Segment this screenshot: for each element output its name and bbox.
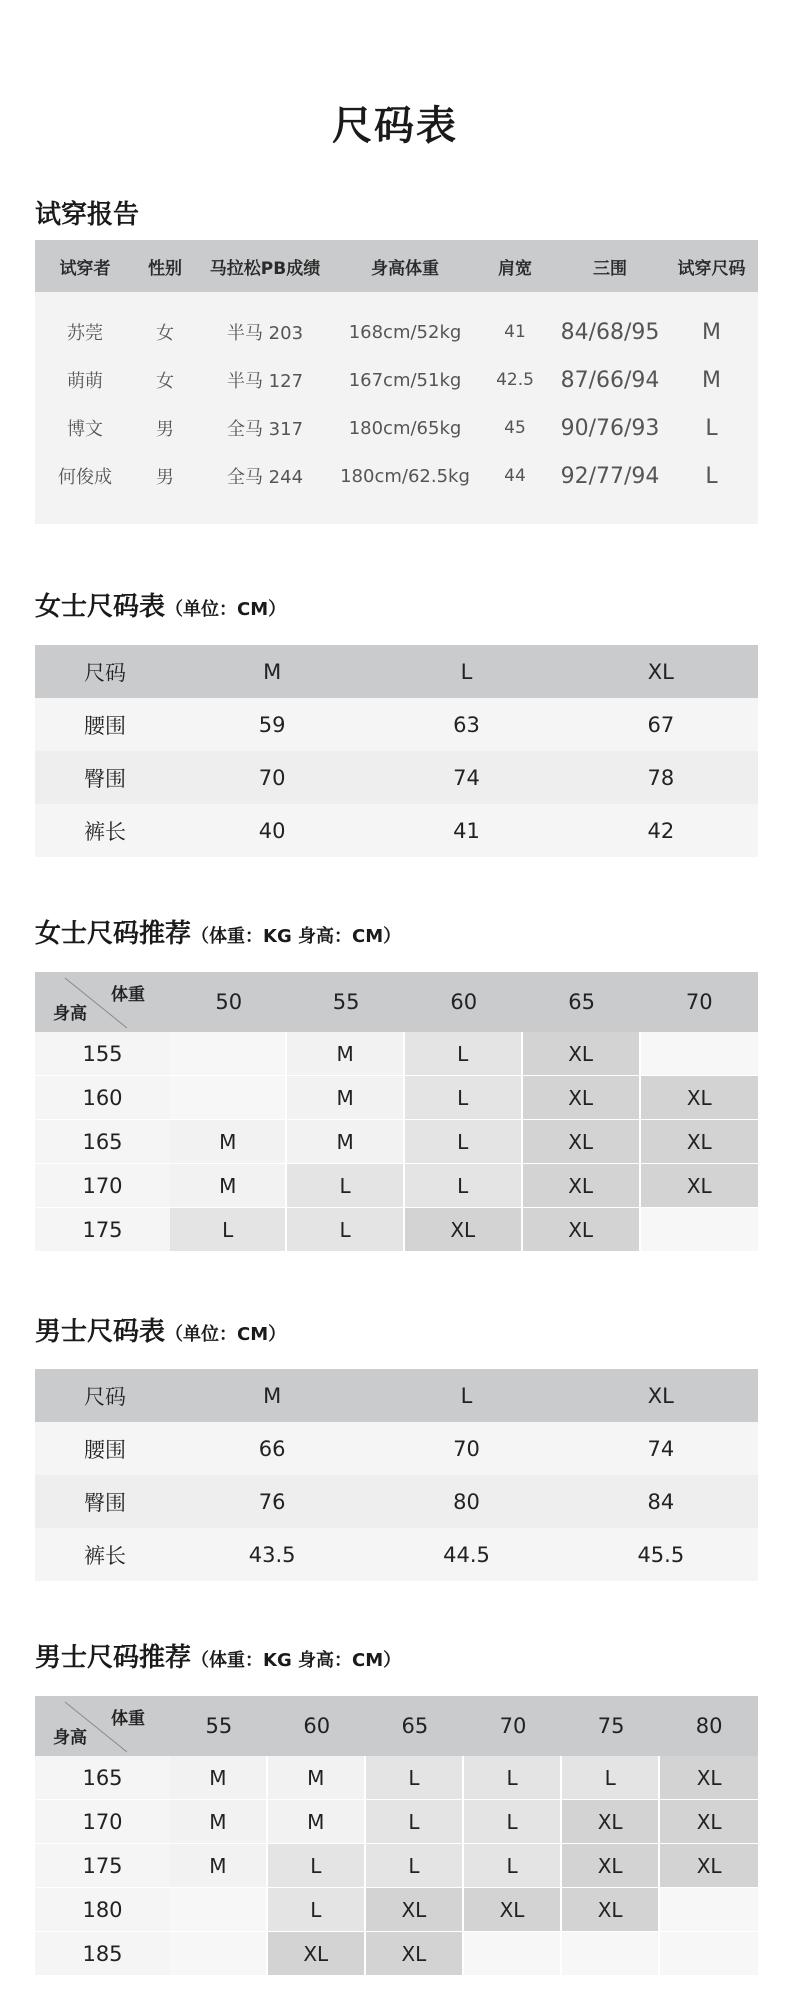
trial-gender: 女 — [135, 292, 195, 356]
size-cell: 43.5 — [175, 1528, 369, 1581]
trial-height-weight: 180cm/65kg — [335, 404, 475, 452]
trial-name: 萌萌 — [35, 356, 135, 404]
size-header-cell: XL — [564, 1369, 758, 1422]
trial-pb: 全马 244 — [195, 452, 335, 524]
weight-header: 55 — [170, 1696, 268, 1756]
women-recommend-table — [35, 972, 758, 1252]
table-row — [35, 1120, 758, 1164]
table-row — [35, 1756, 758, 1800]
trial-header-cell: 肩宽 — [475, 240, 555, 292]
weight-header: 65 — [523, 972, 641, 1032]
weight-header: 55 — [287, 972, 404, 1032]
size-recommend-cell: L — [287, 1164, 404, 1208]
size-recommend-cell: L — [268, 1844, 366, 1888]
trial-header-cell: 试穿者 — [35, 240, 135, 292]
size-recommend-cell: XL — [523, 1032, 641, 1076]
size-recommend-cell: M — [170, 1844, 268, 1888]
size-cell: 84 — [564, 1475, 758, 1528]
size-cell: 74 — [564, 1422, 758, 1475]
trial-shoulder: 44 — [475, 452, 555, 524]
size-recommend-cell — [660, 1932, 758, 1976]
table-row — [35, 1422, 758, 1475]
weight-header: 80 — [660, 1696, 758, 1756]
size-recommend-cell: L — [464, 1756, 562, 1800]
size-recommend-cell: L — [366, 1756, 464, 1800]
women-size-section-title — [35, 586, 286, 623]
weight-header: 70 — [464, 1696, 562, 1756]
table-row — [35, 1528, 758, 1581]
size-recommend-cell: M — [170, 1164, 287, 1208]
trial-gender: 男 — [135, 452, 195, 524]
trial-pb: 半马 203 — [195, 292, 335, 356]
size-recommend-cell: L — [405, 1076, 523, 1120]
trial-pb: 半马 127 — [195, 356, 335, 404]
height-cell: 170 — [35, 1800, 170, 1844]
size-cell: 41 — [369, 804, 563, 857]
men-size-table — [35, 1369, 758, 1581]
trial-measurements: 90/76/93 — [555, 404, 665, 452]
height-cell: 170 — [35, 1164, 170, 1208]
trial-report-table — [35, 240, 758, 524]
size-recommend-cell: M — [287, 1076, 404, 1120]
size-recommend-cell — [562, 1932, 660, 1976]
size-recommend-cell — [170, 1932, 268, 1976]
size-cell: 80 — [369, 1475, 563, 1528]
height-cell: 175 — [35, 1208, 170, 1252]
height-cell: 160 — [35, 1076, 170, 1120]
height-cell: 165 — [35, 1756, 170, 1800]
table-row — [35, 698, 758, 751]
size-recommend-cell: XL — [523, 1164, 641, 1208]
size-header-row — [35, 1369, 758, 1422]
size-header-cell: L — [369, 645, 563, 698]
size-recommend-cell: XL — [268, 1932, 366, 1976]
size-header-cell: L — [369, 1369, 563, 1422]
rec-header-row — [35, 1696, 758, 1756]
rec-corner-cell — [35, 1696, 170, 1756]
size-recommend-cell — [170, 1076, 287, 1120]
trial-name: 苏莞 — [35, 292, 135, 356]
weight-header: 75 — [562, 1696, 660, 1756]
size-recommend-cell — [464, 1932, 562, 1976]
height-cell: 185 — [35, 1932, 170, 1976]
table-row — [35, 1888, 758, 1932]
size-recommend-cell: L — [366, 1844, 464, 1888]
men-rec-section-title — [35, 1637, 401, 1674]
size-recommend-cell: XL — [660, 1800, 758, 1844]
height-label: 身高 — [53, 1004, 87, 1024]
men-rec-unit: （体重：KG 身高：CM） — [191, 1650, 402, 1671]
table-row — [35, 1844, 758, 1888]
men-size-section-title — [35, 1311, 286, 1348]
size-header-cell: XL — [564, 645, 758, 698]
size-cell: 45.5 — [564, 1528, 758, 1581]
size-header-row — [35, 645, 758, 698]
trial-header-row — [35, 240, 758, 292]
size-cell: 59 — [175, 698, 369, 751]
table-row — [35, 1475, 758, 1528]
trial-gender: 女 — [135, 356, 195, 404]
table-row — [35, 404, 758, 452]
table-row — [35, 292, 758, 356]
size-recommend-cell: L — [464, 1844, 562, 1888]
women-rec-title: 女士尺码推荐 — [35, 919, 192, 949]
size-header-cell: M — [175, 1369, 369, 1422]
table-row — [35, 1932, 758, 1976]
trial-size: M — [665, 292, 758, 356]
weight-header: 70 — [641, 972, 758, 1032]
trial-height-weight: 180cm/62.5kg — [335, 452, 475, 524]
size-recommend-cell: L — [287, 1208, 404, 1252]
women-rec-section-title — [35, 913, 401, 950]
size-recommend-cell: XL — [523, 1076, 641, 1120]
women-size-unit: （单位：CM） — [165, 599, 287, 620]
size-recommend-cell — [170, 1888, 268, 1932]
trial-shoulder: 41 — [475, 292, 555, 356]
trial-size: L — [665, 404, 758, 452]
size-recommend-cell: XL — [562, 1844, 660, 1888]
size-recommend-cell: XL — [660, 1756, 758, 1800]
size-recommend-cell: L — [562, 1756, 660, 1800]
size-row-label: 裤长 — [35, 804, 175, 857]
size-recommend-cell — [170, 1032, 287, 1076]
trial-name: 何俊成 — [35, 452, 135, 524]
trial-header-cell: 身高体重 — [335, 240, 475, 292]
size-cell: 70 — [175, 751, 369, 804]
size-recommend-cell: L — [405, 1032, 523, 1076]
size-header-cell: 尺码 — [35, 645, 175, 698]
size-recommend-cell: L — [464, 1800, 562, 1844]
size-row-label: 腰围 — [35, 1422, 175, 1475]
table-row — [35, 1164, 758, 1208]
weight-header: 60 — [268, 1696, 366, 1756]
trial-measurements: 87/66/94 — [555, 356, 665, 404]
size-recommend-cell: XL — [641, 1164, 758, 1208]
trial-shoulder: 45 — [475, 404, 555, 452]
size-recommend-cell: XL — [641, 1076, 758, 1120]
size-recommend-cell: M — [170, 1756, 268, 1800]
size-recommend-cell: XL — [523, 1120, 641, 1164]
size-cell: 74 — [369, 751, 563, 804]
height-cell: 165 — [35, 1120, 170, 1164]
table-row — [35, 751, 758, 804]
size-cell: 63 — [369, 698, 563, 751]
size-cell: 40 — [175, 804, 369, 857]
size-cell: 70 — [369, 1422, 563, 1475]
trial-pb: 全马 317 — [195, 404, 335, 452]
size-recommend-cell: XL — [464, 1888, 562, 1932]
size-recommend-cell: XL — [641, 1120, 758, 1164]
size-recommend-cell — [641, 1208, 758, 1252]
size-recommend-cell — [641, 1032, 758, 1076]
size-recommend-cell: L — [268, 1888, 366, 1932]
size-recommend-cell: XL — [660, 1844, 758, 1888]
height-cell: 180 — [35, 1888, 170, 1932]
size-recommend-cell: M — [287, 1032, 404, 1076]
size-row-label: 臀围 — [35, 1475, 175, 1528]
trial-gender: 男 — [135, 404, 195, 452]
women-size-table — [35, 645, 758, 857]
height-cell: 155 — [35, 1032, 170, 1076]
weight-header: 65 — [366, 1696, 464, 1756]
table-row — [35, 1032, 758, 1076]
size-header-cell: 尺码 — [35, 1369, 175, 1422]
size-recommend-cell: L — [405, 1164, 523, 1208]
height-label: 身高 — [53, 1728, 87, 1748]
trial-header-cell: 三围 — [555, 240, 665, 292]
table-row — [35, 804, 758, 857]
size-row-label: 裤长 — [35, 1528, 175, 1581]
trial-header-cell: 试穿尺码 — [665, 240, 758, 292]
trial-header-cell: 马拉松PB成绩 — [195, 240, 335, 292]
size-recommend-cell: L — [405, 1120, 523, 1164]
size-cell: 42 — [564, 804, 758, 857]
size-recommend-cell: M — [287, 1120, 404, 1164]
trial-measurements: 92/77/94 — [555, 452, 665, 524]
table-row — [35, 1800, 758, 1844]
size-cell: 78 — [564, 751, 758, 804]
table-row — [35, 452, 758, 524]
size-cell: 66 — [175, 1422, 369, 1475]
men-size-unit: （单位：CM） — [165, 1324, 287, 1345]
size-recommend-cell: XL — [366, 1888, 464, 1932]
trial-name: 博文 — [35, 404, 135, 452]
rec-corner-cell — [35, 972, 170, 1032]
table-row — [35, 356, 758, 404]
size-recommend-cell: M — [268, 1756, 366, 1800]
weight-label: 体重 — [111, 1709, 145, 1729]
table-row — [35, 1208, 758, 1252]
size-recommend-cell: M — [268, 1800, 366, 1844]
page-title: 尺码表 — [332, 103, 458, 149]
men-size-title: 男士尺码表 — [35, 1317, 166, 1347]
size-recommend-cell: XL — [405, 1208, 523, 1252]
size-recommend-cell: XL — [366, 1932, 464, 1976]
women-size-title: 女士尺码表 — [35, 592, 166, 622]
size-cell: 44.5 — [369, 1528, 563, 1581]
size-row-label: 臀围 — [35, 751, 175, 804]
trial-section-title — [35, 194, 139, 231]
size-cell: 67 — [564, 698, 758, 751]
men-recommend-table — [35, 1696, 758, 1976]
trial-size: L — [665, 452, 758, 524]
size-cell: 76 — [175, 1475, 369, 1528]
size-recommend-cell: XL — [523, 1208, 641, 1252]
size-recommend-cell: M — [170, 1120, 287, 1164]
trial-measurements: 84/68/95 — [555, 292, 665, 356]
trial-height-weight: 168cm/52kg — [335, 292, 475, 356]
trial-title: 试穿报告 — [35, 200, 140, 230]
size-recommend-cell: L — [366, 1800, 464, 1844]
size-recommend-cell: M — [170, 1800, 268, 1844]
size-header-cell: M — [175, 645, 369, 698]
size-row-label: 腰围 — [35, 698, 175, 751]
men-rec-title: 男士尺码推荐 — [35, 1643, 192, 1673]
trial-height-weight: 167cm/51kg — [335, 356, 475, 404]
size-recommend-cell — [660, 1888, 758, 1932]
weight-label: 体重 — [111, 985, 145, 1005]
size-recommend-cell: XL — [562, 1888, 660, 1932]
size-recommend-cell: L — [170, 1208, 287, 1252]
trial-header-cell: 性别 — [135, 240, 195, 292]
women-rec-unit: （体重：KG 身高：CM） — [191, 926, 402, 947]
weight-header: 50 — [170, 972, 287, 1032]
size-recommend-cell: XL — [562, 1800, 660, 1844]
trial-shoulder: 42.5 — [475, 356, 555, 404]
height-cell: 175 — [35, 1844, 170, 1888]
weight-header: 60 — [405, 972, 523, 1032]
rec-header-row — [35, 972, 758, 1032]
table-row — [35, 1076, 758, 1120]
trial-size: M — [665, 356, 758, 404]
